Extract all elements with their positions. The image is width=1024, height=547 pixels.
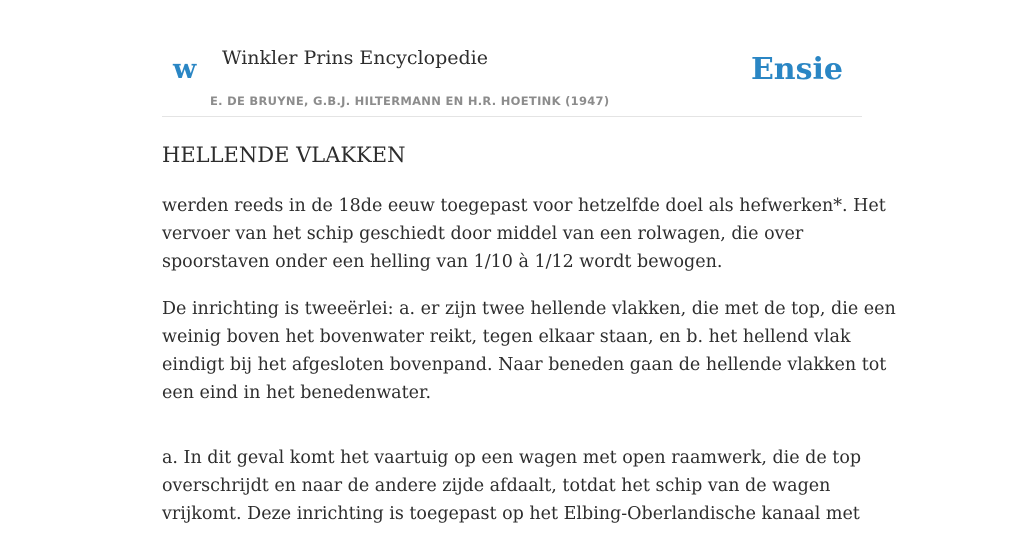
text-line: a. In dit geval komt het vaartuig op een wagen met open raamwerk, die de top — [162, 448, 862, 468]
text-line: eindigt bij het afgesloten bovenpand. Naar beneden gaan de hellende vlakken tot — [162, 355, 887, 375]
text-line: vervoer van het schip geschiedt door middel van een rolwagen, die over — [162, 224, 804, 244]
text-line: een eind in het benedenwater. — [162, 383, 432, 403]
article-body — [162, 192, 896, 547]
article-title: HELLENDE VLAKKEN — [162, 143, 406, 167]
paragraph-2 — [162, 295, 896, 407]
source-header — [162, 0, 862, 117]
text-line: De inrichting is tweeërlei: a. er zijn twee hellende vlakken, die met de top, die een — [162, 299, 896, 319]
text-line: overschrijdt en naar de andere zijde afdaalt, totdat het schip van de wagen — [162, 476, 831, 496]
paragraph-1 — [162, 192, 886, 276]
source-title[interactable]: Winkler Prins Encyclopedie — [222, 47, 488, 69]
brand-logo[interactable]: Ensie — [750, 52, 843, 87]
source-authors: E. DE BRUYNE, G.B.J. HILTERMANN EN H.R. HOETINK (1947) — [210, 94, 610, 108]
text-line: weinig boven het bovenwater reikt, tegen elkaar staan, en b. het hellend vlak — [162, 327, 851, 347]
source-logo[interactable]: w — [173, 54, 197, 85]
text-line: spoorstaven onder een helling van 1/10 à 1/12 wordt bewogen. — [162, 252, 723, 272]
text-line: vrijkomt. Deze inrichting is toegepast op het Elbing-Oberlandische kanaal met — [162, 504, 860, 524]
article-page — [162, 0, 896, 524]
paragraph-3 — [162, 444, 862, 528]
text-line: werden reeds in de 18de eeuw toegepast voor hetzelfde doel als hefwerken*. Het — [162, 196, 886, 216]
